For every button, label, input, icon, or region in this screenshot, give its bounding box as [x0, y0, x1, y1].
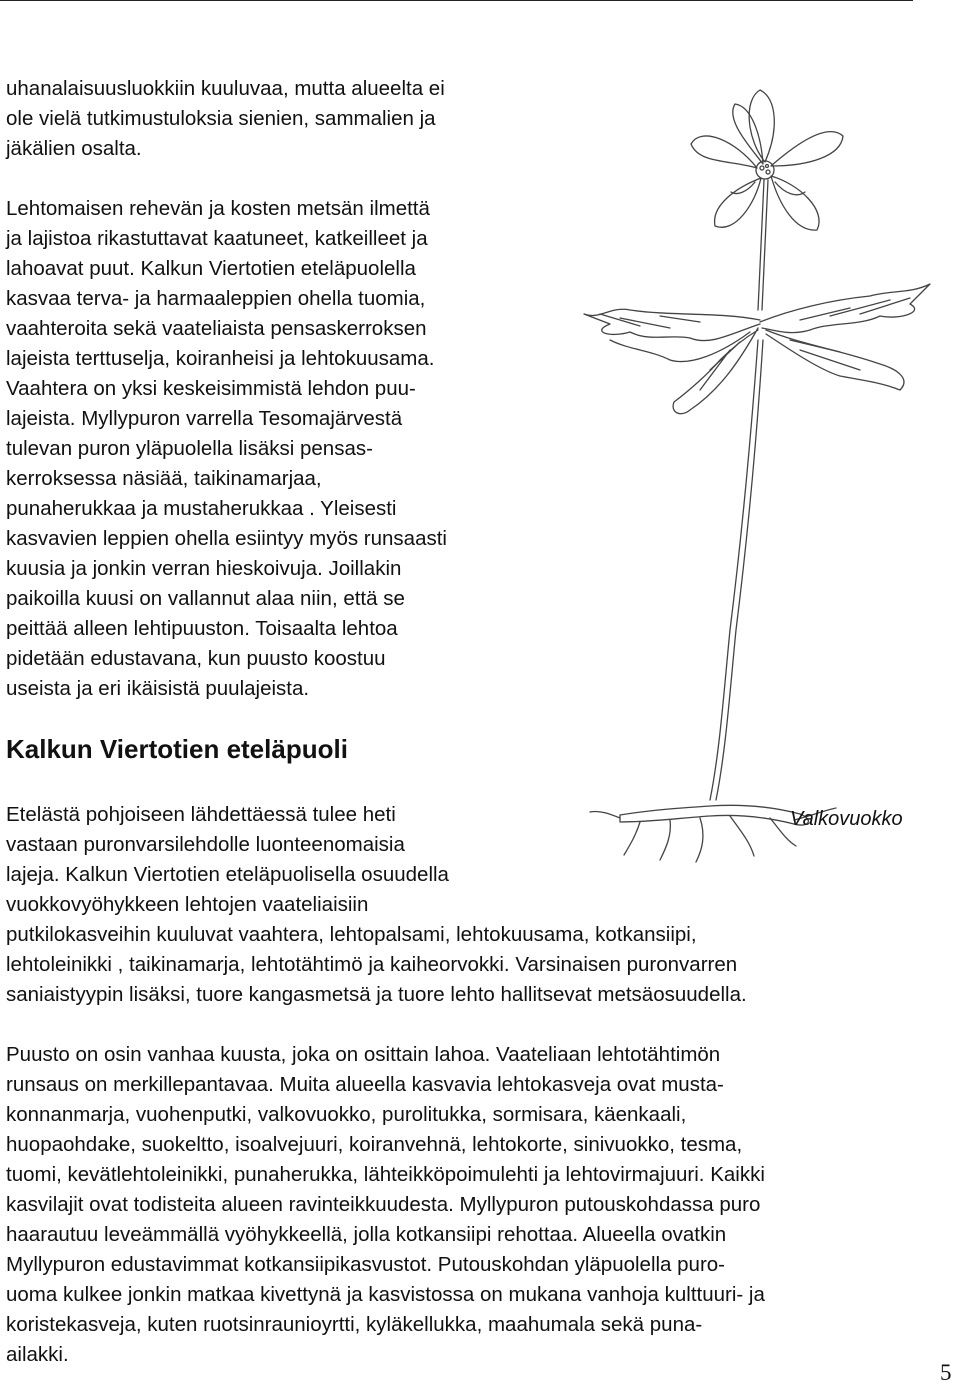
- text-line: uoma kulkee jonkin matkaa kivettynä ja kasvistossa on mukana vanhoja kulttuuri- ja: [6, 1283, 765, 1306]
- text-line: jäkälien osalta.: [6, 137, 142, 160]
- text-line: kuusia ja jonkin verran hieskoivuja. Joillakin: [6, 557, 402, 580]
- text-line: paikoilla kuusi on vallannut alaa niin, että se: [6, 587, 405, 610]
- text-line: saniaistyypin lisäksi, tuore kangasmetsä ja tuore lehto hallitsevat metsäosuudella.: [6, 983, 747, 1006]
- text-line: vaahteroita sekä vaateliaista pensaskerroksen: [6, 317, 427, 340]
- text-line: Puusto on osin vanhaa kuusta, joka on osittain lahoa. Vaateliaan lehtotähtimön: [6, 1043, 721, 1066]
- text-line: lahoavat puut. Kalkun Viertotien eteläpuolella: [6, 257, 416, 280]
- text-line: huopaohdake, suokeltto, isoalvejuuri, koiranvehnä, lehtokorte, sinivuokko, tesma,: [6, 1133, 743, 1156]
- text-line: vuokkovyöhykkeen lehtojen vaateliaisiin: [6, 893, 369, 916]
- top-rule: [0, 0, 913, 1]
- page-number: 5: [940, 1360, 952, 1385]
- text-line: useista ja eri ikäisistä puulajeista.: [6, 677, 310, 700]
- text-line: peittää alleen lehtipuuston. Toisaalta lehtoa: [6, 617, 398, 640]
- text-line: ja lajistoa rikastuttavat kaatuneet, katkeilleet ja: [6, 227, 428, 250]
- text-line: uhanalaisuusluokkiin kuuluvaa, mutta alueelta ei: [6, 77, 445, 100]
- text-line: pidetään edustavana, kun puusto koostuu: [6, 647, 386, 670]
- text-line: punaherukkaa ja mustaherukkaa . Yleisesti: [6, 497, 397, 520]
- wood-anemone-illustration: [580, 70, 950, 870]
- text-line: tulevan puron yläpuolella lisäksi pensas-: [6, 437, 373, 460]
- text-line: runsaus on merkillepantavaa. Muita alueella kasvavia lehtokasveja ovat musta-: [6, 1073, 724, 1096]
- text-line: konnanmarja, vuohenputki, valkovuokko, purolitukka, sormisara, käenkaali,: [6, 1103, 687, 1126]
- text-line: Myllypuron edustavimmat kotkansiipikasvustot. Putouskohdan yläpuolella puro-: [6, 1253, 726, 1276]
- text-line: ole vielä tutkimustuloksia sienien, sammalien ja: [6, 107, 436, 130]
- text-line: lehtoleinikki , taikinamarja, lehtotähtimö ja kaiheorvokki. Varsinaisen puronvarren: [6, 953, 738, 976]
- text-line: kasvaa terva- ja harmaaleppien ohella tuomia,: [6, 287, 426, 310]
- text-line: putkilokasveihin kuuluvat vaahtera, lehtopalsami, lehtokuusama, kotkansiipi,: [6, 923, 697, 946]
- text-line: kasvavien leppien ohella esiintyy myös runsaasti: [6, 527, 447, 550]
- section-heading: Kalkun Viertotien eteläpuoli: [6, 734, 348, 764]
- text-line: koristekasveja, kuten ruotsinraunioyrtti, kyläkellukka, maahumala sekä puna-: [6, 1313, 703, 1336]
- text-line: kerroksessa näsiää, taikinamarjaa,: [6, 467, 322, 490]
- text-line: Vaahtera on yksi keskeisimmistä lehdon puu-: [6, 377, 416, 400]
- text-line: tuomi, kevätlehtoleinikki, punaherukka, lähteikköpoimulehti ja lehtovirmajuuri. Kaikki: [6, 1163, 765, 1186]
- text-line: Lehtomaisen rehevän ja kosten metsän ilmettä: [6, 197, 430, 220]
- text-line: lajeista terttuselja, koiranheisi ja lehtokuusama.: [6, 347, 435, 370]
- text-line: Etelästä pohjoiseen lähdettäessä tulee heti: [6, 803, 396, 826]
- illustration-caption: Valkovuokko: [790, 808, 903, 830]
- text-line: vastaan puronvarsilehdolle luonteenomaisia: [6, 833, 405, 856]
- text-line: ailakki.: [6, 1343, 69, 1366]
- text-line: lajeja. Kalkun Viertotien eteläpuolisella osuudella: [6, 863, 449, 886]
- text-line: lajeista. Myllypuron varrella Tesomajärvestä: [6, 407, 403, 430]
- text-line: haarautuu leveämmällä vyöhykkeellä, jolla kotkansiipi rehottaa. Alueella ovatkin: [6, 1223, 727, 1246]
- text-line: kasvilajit ovat todisteita alueen ravinteikkuudesta. Myllypuron putouskohdassa puro: [6, 1193, 761, 1216]
- stem: [710, 340, 758, 800]
